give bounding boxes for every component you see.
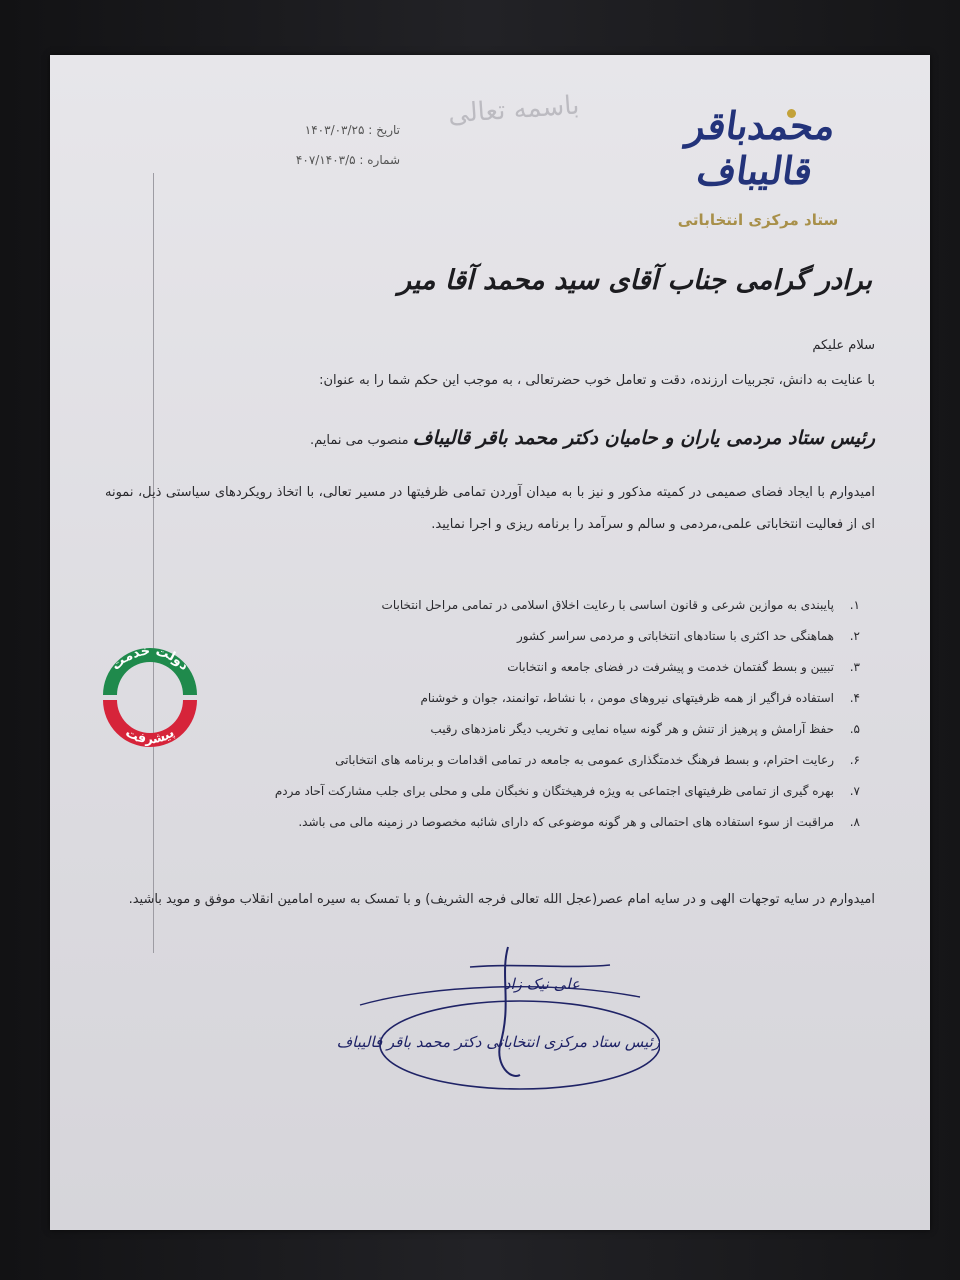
stamp-graphic	[95, 640, 205, 750]
list-item-text: حفظ آرامش و پرهیز از تنش و هر گونه سیاه نمایی و تخریب دیگر نامزدهای رقیب	[430, 722, 834, 736]
list-item	[100, 714, 860, 748]
list-item	[100, 621, 860, 652]
campaign-stamp	[95, 640, 205, 750]
list-item-number: ۳.	[849, 660, 860, 674]
list-item	[100, 776, 860, 807]
number-label: شماره :	[359, 153, 400, 167]
appointment-line	[310, 427, 875, 449]
list-item-text: تبیین و بسط گفتمان خدمت و پیشرفت در فضای جامعه و انتخابات	[507, 660, 834, 674]
signer-name: علی نیک زاد	[503, 975, 580, 993]
salutation: برادر گرامی جناب آقای سید محمد آقا میر	[397, 265, 872, 296]
list-item	[100, 683, 860, 714]
closing-paragraph: امیدوارم در سایه توجهات الهی و در سایه امام عصر(عجل الله تعالی فرجه الشریف) و با تمسک به سیره امامین انقلاب موفق و موید باشید.	[128, 892, 875, 907]
invocation: باسمه تعالی	[447, 90, 581, 130]
list-item-text: مراقبت از سوء استفاده های احتمالی و هر گونه موضوعی که دارای شائبه مخصوصا در زمینه مالی می باشد.	[298, 815, 834, 829]
list-item-number: ۴.	[849, 691, 860, 705]
stamp-text-red: پیشرفت	[122, 725, 178, 748]
letter-meta	[200, 115, 400, 175]
appointment-title: رئیس ستاد مردمی یاران و حامیان دکتر محمد باقر قالیباف	[412, 427, 875, 449]
signature-scribble	[350, 945, 660, 1095]
list-item-text: پایبندی به موازین شرعی و قانون اساسی با رعایت اخلاق اسلامی در تمامی مراحل انتخابات	[381, 598, 834, 612]
list-item-number: ۸.	[849, 815, 860, 829]
appointment-suffix: منصوب می نمایم.	[309, 433, 409, 448]
list-item	[100, 652, 860, 683]
policy-list	[100, 590, 860, 838]
signature-block	[336, 945, 660, 1095]
list-item-text: رعایت احترام، و بسط فرهنگ خدمتگذاری عمومی به جامعه در تمامی اقدامات و برنامه های انتخاباتی	[335, 753, 834, 767]
list-item-number: ۷.	[849, 784, 860, 798]
svg-text:پیشرفت	[123, 725, 178, 747]
number-row	[200, 145, 400, 175]
list-item	[100, 807, 860, 838]
list-item-text: بهره گیری از تمامی ظرفیتهای اجتماعی به ویژه فرهیختگان و نخبگان ملی و محلی برای جلب مشارکت آحاد مردم	[274, 784, 834, 798]
list-item-number: ۱.	[849, 598, 860, 612]
list-item-text: هماهنگی حد اکثری با ستادهای انتخاباتی و مردمی سراسر کشور	[516, 629, 834, 643]
letter-page	[50, 55, 930, 1230]
greeting: سلام علیکم	[812, 338, 875, 353]
list-item-text: استفاده فراگیر از همه ظرفیتهای نیروهای مومن ، با نشاط، توانمند، جوان و خوشنام	[420, 691, 834, 705]
logo-name: محمدباقر قالیباف	[683, 103, 839, 193]
signer-title: رئیس ستاد مرکزی انتخاباتی دکتر محمد باقر قالیباف	[336, 1033, 660, 1051]
date-value: ۱۴۰۳/۰۳/۲۵	[304, 123, 365, 137]
list-item-number: ۲.	[849, 629, 860, 643]
logo-subtitle: ستاد مرکزی انتخاباتی	[677, 211, 839, 229]
list-item	[100, 590, 860, 621]
campaign-logo	[658, 103, 858, 229]
date-row	[200, 115, 400, 145]
number-value: ۴۰۷/۱۴۰۳/۵	[295, 153, 356, 167]
date-label: تاریخ :	[368, 123, 400, 137]
intro-text: با عنایت به دانش، تجربیات ارزنده، دقت و تعامل خوب حضرتعالی ، به موجب این حکم شما را به عنوان:	[319, 373, 875, 388]
list-item-number: ۶.	[849, 753, 860, 767]
list-item	[100, 745, 860, 776]
body-paragraph: امیدوارم با ایجاد فضای صمیمی در کمیته مذکور و نیز با به میدان آوردن تمامی ظرفیتها در مسیر تعالی، با اتخاذ رویکردهای سیاستی ذیل، نمونه ای از فعالیت انتخاباتی علمی،مردمی و سالم و سرآمد را برنامه ریزی و اجرا نمایید.	[105, 485, 875, 532]
stamp-text-green: دولت خدمت	[108, 643, 192, 674]
list-item-number: ۵.	[849, 722, 860, 736]
